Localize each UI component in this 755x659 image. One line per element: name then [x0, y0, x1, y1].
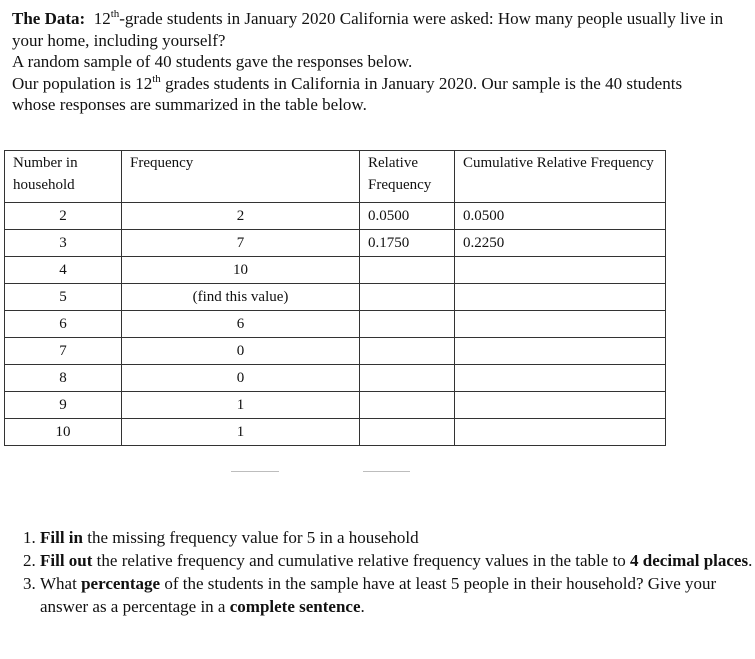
cell-cumulative [455, 284, 666, 311]
population-text: Our population is 12 [12, 73, 153, 93]
cell-cumulative [455, 338, 666, 365]
cell-cumulative: 0.2250 [455, 230, 666, 257]
cell-frequency: (find this value) [122, 284, 360, 311]
cell-frequency: 10 [122, 257, 360, 284]
intro-text [12, 8, 727, 116]
table-row [5, 230, 666, 257]
q1-text: the missing frequency value for 5 in a household [82, 528, 419, 547]
cell-frequency: 2 [122, 203, 360, 230]
cell-relative [360, 419, 455, 446]
cell-household: 7 [5, 338, 122, 365]
intro-paragraph-3 [12, 73, 727, 116]
table-row [5, 284, 666, 311]
cell-household: 3 [5, 230, 122, 257]
cell-relative [360, 365, 455, 392]
cell-relative [360, 392, 455, 419]
header-household: Number in household [5, 151, 122, 203]
q2-bold: Fill out [40, 551, 93, 570]
cell-household: 9 [5, 392, 122, 419]
cell-frequency: 1 [122, 392, 360, 419]
cell-relative: 0.0500 [360, 203, 455, 230]
question-2 [40, 549, 755, 572]
cell-cumulative [455, 257, 666, 284]
q2-text: the relative frequency and cumulative relative frequency values in the table to [92, 551, 631, 570]
intro-paragraph-1 [12, 8, 727, 51]
q3-pre: What [40, 574, 82, 593]
cell-cumulative [455, 392, 666, 419]
cell-relative [360, 257, 455, 284]
cell-cumulative: 0.0500 [455, 203, 666, 230]
question-3 [40, 572, 755, 618]
q3-text: of the students in the sample have at least 5 people in their household? Give your answer as a percentage in a [40, 574, 717, 616]
question-list [12, 526, 755, 618]
cell-frequency: 7 [122, 230, 360, 257]
grade-number: 12 [93, 9, 111, 28]
intro-paragraph-2: A random sample of 40 students gave the responses below. [12, 52, 413, 71]
table-row [5, 257, 666, 284]
cell-relative [360, 311, 455, 338]
cell-cumulative [455, 311, 666, 338]
cell-frequency: 1 [122, 419, 360, 446]
faint-divider-left [231, 471, 279, 472]
grade-suffix: th [110, 8, 120, 20]
q3-tail: . [360, 597, 365, 616]
q3-bold-2: complete sentence [229, 597, 361, 616]
header-relative-frequency: Relative Frequency [360, 151, 455, 203]
grade-suffix-2: th [152, 72, 161, 85]
cell-household: 8 [5, 365, 122, 392]
cell-household: 4 [5, 257, 122, 284]
cell-frequency: 0 [122, 365, 360, 392]
header-cumulative-relative-frequency: Cumulative Relative Frequency [455, 151, 666, 203]
header-frequency: Frequency [122, 151, 360, 203]
table-header-row [5, 151, 666, 203]
faint-divider-right [363, 471, 410, 472]
survey-question: -grade students in January 2020 California were asked: How many people usually live in your home, including yourself? [12, 9, 724, 50]
cell-cumulative [455, 365, 666, 392]
table-row [5, 311, 666, 338]
question-1 [40, 526, 755, 549]
cell-household: 2 [5, 203, 122, 230]
cell-household: 5 [5, 284, 122, 311]
cell-relative: 0.1750 [360, 230, 455, 257]
table-row [5, 338, 666, 365]
q1-bold: Fill in [40, 528, 83, 547]
cell-cumulative [455, 419, 666, 446]
table-row [5, 419, 666, 446]
table-row [5, 392, 666, 419]
q2-tail: . [748, 551, 753, 570]
cell-relative [360, 284, 455, 311]
cell-relative [360, 338, 455, 365]
table-row [5, 203, 666, 230]
cell-household: 6 [5, 311, 122, 338]
frequency-table [4, 150, 666, 446]
data-label: The Data: [12, 9, 86, 28]
q2-bold-2: 4 decimal places [630, 551, 749, 570]
cell-frequency: 0 [122, 338, 360, 365]
table-row [5, 365, 666, 392]
cell-frequency: 6 [122, 311, 360, 338]
q3-bold: percentage [81, 574, 161, 593]
cell-household: 10 [5, 419, 122, 446]
sample-text: grades students in California in January 2020. Our sample is the 40 students whose responses are summarized in the table below. [12, 73, 683, 114]
